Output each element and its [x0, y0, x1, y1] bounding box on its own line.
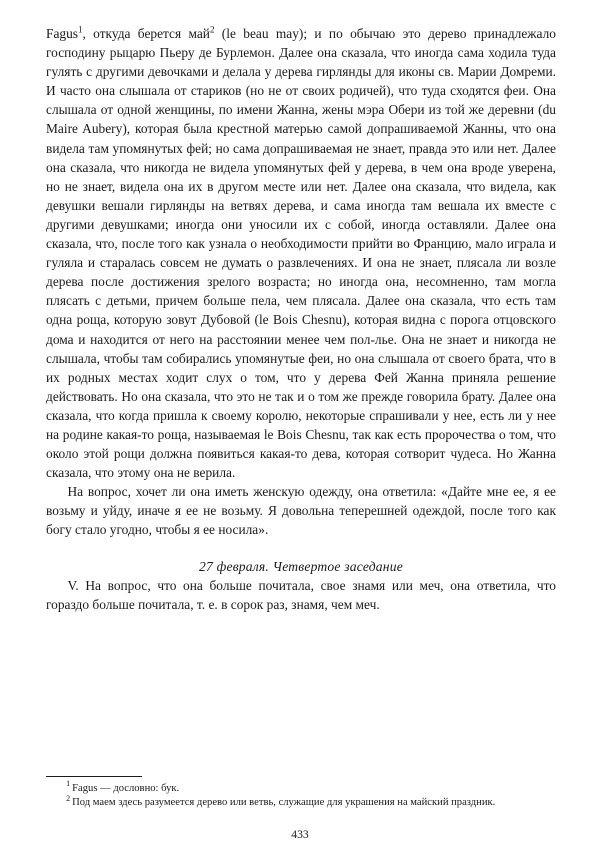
paragraph-1-mid: , откуда берется май [82, 26, 210, 41]
footnote-separator-rule [46, 776, 142, 777]
footnotes-block [46, 776, 556, 811]
footnote-text: Fagus — дословно: бук. [72, 782, 180, 794]
paragraph-womens-clothing: На вопрос, хочет ли она иметь женскую одежду, она ответила: «Дайте мне ее, я ее возьму и уйду, иначе я ее не возьму. Я довольна теперешней одеждой, после того как богу стало угодно, чтобы я ее носила». [46, 484, 556, 538]
footnote-mark: 1 [66, 779, 71, 789]
footnote-ref-2: 2 [209, 24, 215, 35]
footnote-item [46, 779, 556, 797]
paragraph-tree-fagus [46, 24, 556, 482]
footnote-text: Под маем здесь разумеется дерево или ветвь, служащие для украшения на майский праздник. [72, 797, 496, 809]
page-body [46, 24, 556, 614]
page-number: 433 [291, 828, 309, 841]
paragraph-1-lead: Fagus [46, 26, 78, 41]
footnote-item [46, 793, 556, 811]
footnote-mark: 2 [66, 793, 71, 803]
paragraph-1-rest: (le beau may); и по обычаю это дерево принадлежало господину рыцарю Пьеру де Бурлемон. Далее она сказала, что иногда сама ходила туда гулять с другими девочками и делала у дерева гирлянды для иконы св. Марии Домреми. И часто она слышала от стариков (но не от своих родичей), что туда сходятся феи. Она слышала от одной женщины, по имени Жанна, жены мэра Обери из той же деревни (du Maire Aubery), которая была крестной матерью самой допрашиваемой Жанны, что она видела там упомянутых фей; но сама допрашиваемая не знает, правда это или нет. Далее она сказала, что никогда не видела упомянутых фей у дерева, в чем она вроде уверена, но не знает, видела она их в другом месте или нет. Далее она сказала, что видела, как девушки вешали гирлянды на ветвях дерева, и сама иногда там вешала их вместе с другими девушками; иногда они уносили их с собой, иногда оставляли. Далее она сказала, что, после того как узнала о необходимости прийти во Францию, мало играла и гуляла и старалась совсем не думать о развлечениях. И она не знает, плясала ли возле дерева после достижения зрелого возраста; но иногда она, несомненно, там могла плясать с детьми, причем больше пела, чем плясала. Далее она сказала, что есть там одна роща, которую зовут Дубовой (le Bois Chesnu), которая видна с порога отцовского дома и находится от него на расстоянии менее чем пол-лье. Она не знает и никогда не слышала, чтобы там собирались упомянутые феи, но она слышала от своего брата, что в их родных местах ходит слух о том, что у дерева Фей Жанна приняла решение действовать. Но она сказала, что это не так и о том же прежде говорила брату. Далее она сказала, что когда пришла к своему королю, некоторые спрашивали у нее, есть ли у нее на родине какая-то роща, называемая le Bois Chesnu, так как есть пророчества о том, что около этой рощи должна появиться какая-то дева, которая сотворит чудеса. Но Жанна сказала, что этому она не верила. [46, 26, 556, 481]
paragraph-banner-or-sword: V. На вопрос, что она больше почитала, свое знамя или меч, она ответила, что гораздо больше почитала, т. е. в сорок раз, знамя, чем меч. [46, 577, 556, 612]
footnote-ref-1: 1 [78, 24, 83, 35]
section-heading-fourth-session: 27 февраля. Четвертое заседание [199, 558, 403, 574]
